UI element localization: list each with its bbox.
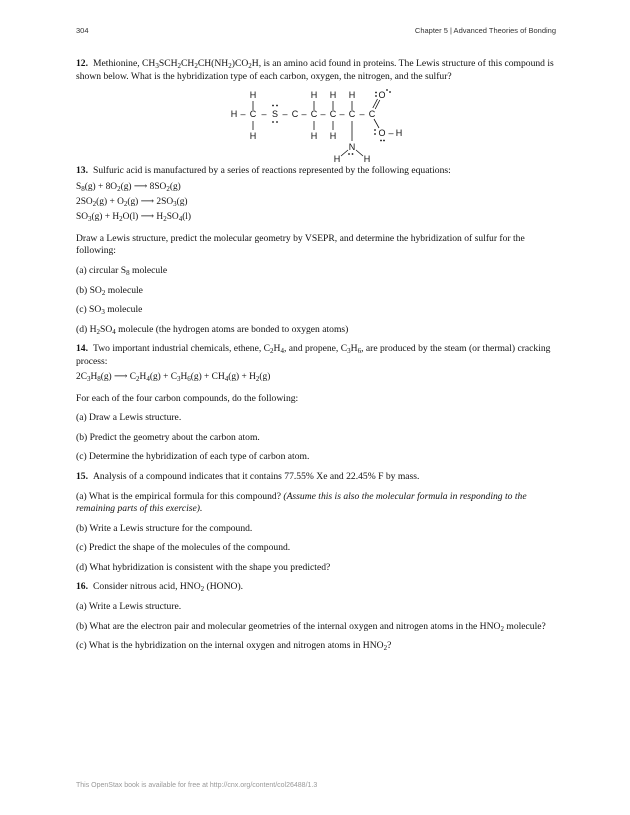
lone-pair-dot — [375, 95, 377, 97]
question-number: 13. — [76, 165, 88, 177]
atom-c: C — [249, 109, 257, 120]
page-footer: This OpenStax book is available for free at http://cnx.org/content/col26488/1.3 — [76, 782, 318, 789]
bond-dash: – — [359, 109, 365, 120]
question-13: 13. Sulfuric acid is manufactured by a series of reactions represented by the following equations: — [76, 165, 451, 177]
bond-dash: – — [261, 109, 267, 120]
lone-pair-dot — [375, 92, 377, 94]
question-number: 12. — [76, 58, 88, 69]
equation-3: $SO_3(g) + H_2O(l)$ ⟶ $H_2SO_4(l)$ — [76, 211, 192, 223]
equation-1: $S_8(g) + 8O_2(g)$ ⟶ $8SO_2(g)$ — [76, 181, 181, 193]
part-d: (d) What hybridization is consistent with the shape you predicted? — [76, 561, 331, 573]
page-header — [76, 26, 556, 38]
atom-c: C — [368, 109, 376, 120]
bond-dash: – — [301, 109, 307, 120]
lone-pair-dot — [272, 121, 274, 123]
atom-h: H — [329, 90, 337, 101]
atom-h: H — [329, 131, 337, 142]
lone-pair-dot — [383, 140, 385, 142]
lone-pair-dot — [374, 133, 376, 135]
part-b: (b) Predict the geometry about the carbon atom. — [76, 431, 260, 443]
question-16: 16. Consider nitrous acid, $HNO_2$ (HONO). — [76, 581, 244, 594]
atom-h: H — [231, 109, 238, 120]
lone-pair-dot — [389, 91, 391, 93]
part-b: (b) $SO_2$ molecule — [76, 284, 143, 297]
part-a: (a) Write a Lewis structure. — [76, 601, 182, 613]
atom-h: H — [249, 90, 257, 101]
question-15: 15. Analysis of a compound indicates that it contains 77.55% Xe and 22.45% F by mass. — [76, 470, 420, 482]
lone-pair-dot — [272, 105, 274, 107]
page-number: 304 — [76, 26, 89, 35]
lone-pair-dot — [386, 89, 388, 91]
atom-n: N — [348, 142, 356, 153]
atom-c: C — [348, 109, 356, 120]
atom-c: C — [329, 109, 337, 120]
atom-h: H — [333, 154, 341, 165]
instructions: Draw a Lewis structure, predict the molecular geometry by VSEPR, and determine the hybridization of sulfur for the following: — [76, 232, 525, 257]
part-a: (a) What is the empirical formula for this compound? (Assume this is also the molecular formula in responding to the remaining parts of this exercise). — [76, 490, 527, 515]
atom-o: O — [378, 90, 386, 101]
bond — [356, 150, 363, 156]
question-number: 16. — [76, 581, 88, 593]
part-c: (c) $SO_3$ molecule — [76, 304, 143, 317]
part-d: (d) $H_2SO_4$ molecule (the hydrogen atoms are bonded to oxygen atoms) — [76, 323, 349, 336]
question-number: 15. — [76, 470, 88, 482]
bond-dash: – — [282, 109, 288, 120]
methionine-lewis-structure — [231, 88, 406, 164]
atom-h: H — [249, 131, 257, 142]
bond-dash: – — [240, 109, 246, 120]
equation-2: $2SO_2(g) + O_2(g)$ ⟶ $2SO_3(g)$ — [76, 196, 188, 208]
lone-pair-dot — [374, 129, 376, 131]
lone-pair-dot — [380, 140, 382, 142]
question-14: 14. Two important industrial chemicals, ethene, $C_2H_4$, and propene, $C_3H_6$, are produced by the steam (or thermal) cracking process: — [76, 343, 551, 367]
part-b: (b) Write a Lewis structure for the compound. — [76, 522, 253, 534]
question-number: 14. — [76, 343, 88, 355]
cracking-equation: $2C_3H_8(g)$ ⟶ $C_2H_4(g) + C_3H_6(g) + CH_4(g) + H_2(g)$ — [76, 371, 271, 383]
lone-pair-dot — [276, 105, 278, 107]
instructions: For each of the four carbon compounds, do the following: — [76, 392, 299, 404]
bond-dash: – — [388, 128, 394, 139]
atom-s: S — [271, 109, 279, 120]
part-c: (c) What is the hybridization on the internal oxygen and nitrogen atoms in $HNO_2$? — [76, 640, 392, 653]
part-b: (b) What are the electron pair and molecular geometries of the internal oxygen and nitrogen atoms in the $HNO_2$ molecule? — [76, 620, 546, 633]
part-a: (a) Draw a Lewis structure. — [76, 412, 182, 424]
equation-group — [76, 181, 556, 224]
atom-c: C — [291, 109, 299, 120]
atom-o: O — [378, 128, 386, 139]
part-c: (c) Predict the shape of the molecules of the compound. — [76, 542, 291, 554]
atom-h: H — [395, 128, 403, 139]
atom-h: H — [348, 90, 356, 101]
atom-c: C — [310, 109, 318, 120]
bond — [374, 119, 379, 128]
chapter-title: Chapter 5 | Advanced Theories of Bonding — [414, 26, 556, 35]
part-c: (c) Determine the hybridization of each type of carbon atom. — [76, 451, 310, 463]
part-a: (a) circular $S_8$ molecule — [76, 264, 168, 277]
bond-dash: – — [320, 109, 326, 120]
lone-pair-dot — [352, 153, 354, 155]
atom-h: H — [363, 154, 371, 165]
bond-dash: – — [339, 109, 345, 120]
lone-pair-dot — [348, 153, 350, 155]
question-12: 12. Methionine, $CH_3SCH_2CH_2CH(NH_2)CO_2H$, is an amino acid found in proteins. The Lewis structure of this compound is shown below. What is the hybridization type of each carbon, oxygen, the nitrogen, and the sulfur? — [76, 58, 554, 82]
bond — [341, 150, 348, 156]
page-content — [76, 58, 556, 660]
atom-h: H — [310, 90, 318, 101]
lone-pair-dot — [276, 121, 278, 123]
atom-h: H — [310, 131, 318, 142]
